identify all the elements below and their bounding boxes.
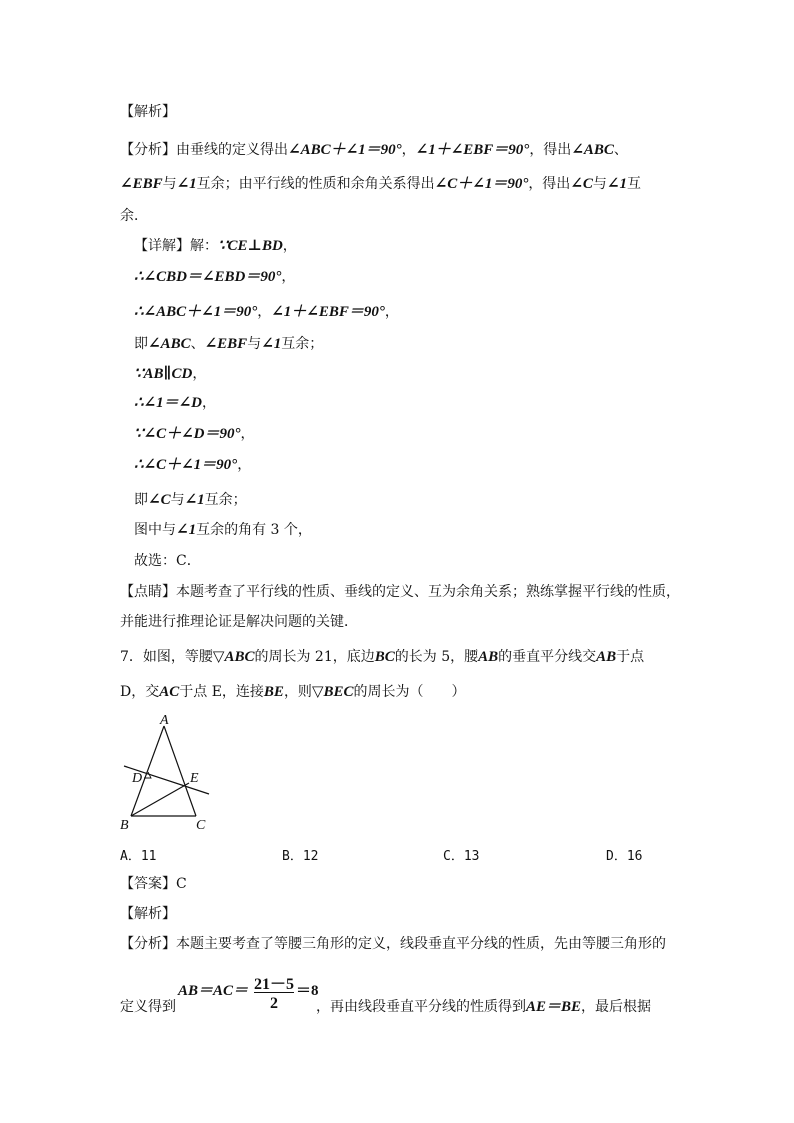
xiangjie-line-11: 故选：C．: [134, 553, 201, 569]
math-expression: ∠EBF: [120, 176, 163, 192]
q7-text: 的周长为 21，底边: [254, 649, 375, 665]
xiangjie-line-8: ∴∠C＋∠1＝90°，: [134, 457, 252, 473]
math-expression: ∠1＋∠EBF＝90°: [271, 304, 385, 320]
label-b: B: [120, 818, 129, 833]
q7-text: ，则: [283, 684, 312, 700]
xiangjie-line-6: ∴∠1＝∠D，: [134, 395, 217, 411]
dianjing-tag: 【点睛】: [120, 584, 176, 600]
math-expression: ▽ABC: [212, 649, 255, 665]
xiangjie-line-2: ∴∠CBD＝∠EBD＝90°，: [134, 269, 296, 285]
dianjing-line-1: [120, 582, 680, 602]
xiangjie-text: 互余；: [281, 336, 324, 352]
xiangjie-line-5: ∵AB∥CD，: [134, 366, 207, 382]
xiangjie-text: 即: [134, 336, 148, 352]
math-expression: ▽BEC: [311, 684, 354, 700]
q7-line-2: [120, 682, 466, 702]
math-expression: AB＝AC＝: [178, 983, 249, 999]
math-expression: AC: [159, 684, 180, 700]
dianjing-line-2: 并能进行推理论证是解决问题的关键．: [120, 614, 358, 630]
math-expression: ∠1: [176, 176, 197, 192]
option-a[interactable]: A．11: [120, 849, 157, 864]
math-expression: AE＝BE: [526, 999, 582, 1015]
fenxi-line-3: 余．: [120, 208, 148, 224]
xiangjie-line-1: 【详解】解：∵CE⊥BD，: [134, 238, 297, 254]
fraction: [254, 971, 294, 1017]
xiangjie-text: 、: [190, 336, 205, 352]
triangle-figure: [112, 712, 232, 837]
fenxi-text: ，: [401, 142, 416, 158]
math-expression: ∴∠1＝∠D: [134, 395, 203, 411]
xiangjie-line-3: ∴∠ABC＋∠1＝90°，∠1＋∠EBF＝90°，: [134, 304, 399, 320]
math-expression: ∠1＋∠EBF＝90°: [415, 142, 530, 158]
dianjing-text: 本题考查了平行线的性质、垂线的定义、互为余角关系；熟练掌握平行线的性质，: [176, 584, 680, 600]
fenxi2-tag: 【分析】: [120, 936, 176, 952]
fenxi-tag: 【分析】: [120, 142, 176, 158]
xiangjie-line-10: [134, 520, 312, 540]
fenxi2-text: ，最后根据: [581, 999, 652, 1015]
math-expression: ∠EBF: [204, 336, 248, 352]
math-expression: ∠ABC＋∠1＝90°: [288, 142, 402, 158]
q7-text: 于点 E，连接: [179, 684, 264, 700]
q7-text: 的长为 5，腰: [394, 649, 479, 665]
math-expression: ∠ABC: [148, 336, 191, 352]
answer-line: 【答案】C: [120, 876, 187, 892]
fraction-denominator: 2: [270, 995, 278, 1012]
math-expression: ∴∠ABC＋∠1＝90°: [134, 304, 258, 320]
q7-text: 的周长为（ ）: [353, 684, 466, 700]
math-expression: AB: [478, 649, 499, 665]
section-jiexi-heading: 【解析】: [120, 104, 176, 120]
xiangjie-text: 互余的角有 3 个，: [196, 522, 312, 538]
math-expression: ∵CE⊥BD: [218, 238, 283, 254]
xiangjie-text: 与: [170, 492, 185, 508]
fenxi-text: 由垂线的定义得出: [176, 142, 288, 158]
xiangjie-tag: 【详解】: [134, 238, 190, 254]
fraction-numerator: 21－5: [254, 976, 295, 993]
math-expression: ∴∠CBD＝∠EBD＝90°: [134, 269, 282, 285]
q7-line-1: [120, 647, 644, 667]
fenxi-text: 互余；由平行线的性质和余角关系得出: [196, 176, 435, 192]
fenxi-line-1: [120, 140, 628, 160]
fenxi-text: 、: [613, 142, 628, 158]
label-d: D: [132, 771, 143, 786]
math-expression: ∵∠C＋∠D＝90°: [134, 426, 241, 442]
math-expression: ∠1: [261, 336, 282, 352]
math-expression: ∠C: [570, 176, 593, 192]
xiangjie-line-4: [134, 334, 323, 354]
math-expression: ∴∠C＋∠1＝90°: [134, 457, 238, 473]
fenxi-text: 互: [626, 176, 641, 192]
q7-number: 7．如图，等腰: [120, 649, 213, 665]
math-expression: ∠ABC: [571, 142, 614, 158]
math-expression: ＝8: [296, 983, 319, 999]
q7-text: D，交: [120, 684, 160, 700]
option-d[interactable]: D．16: [606, 849, 643, 864]
xiangjie-line-7: ∵∠C＋∠D＝90°，: [134, 426, 255, 442]
xiangjie-text: 图中与: [134, 522, 176, 538]
fenxi2-math-lhs: [178, 981, 248, 1001]
math-expression: AB: [596, 649, 617, 665]
math-expression: ∠C: [148, 492, 171, 508]
fenxi-line-2: [120, 174, 641, 194]
xiangjie-text: 即: [134, 492, 148, 508]
section-jiexi-heading-2: 【解析】: [120, 906, 176, 922]
fenxi-text: ，得出: [528, 176, 571, 192]
math-expression: ∠1: [184, 492, 205, 508]
fenxi2-text: 本题主要考查了等腰三角形的定义，线段垂直平分线的性质，先由等腰三角形的: [176, 936, 666, 952]
fraction-bar: [254, 992, 294, 993]
xiangjie-text: 解：: [190, 238, 218, 254]
segment-be: [131, 783, 189, 816]
fenxi-text: 与: [162, 176, 177, 192]
fenxi-text: 与: [592, 176, 607, 192]
xiangjie-text: 互余；: [204, 492, 247, 508]
math-expression: BE: [263, 684, 284, 700]
math-expression: BC: [374, 649, 395, 665]
math-expression: ∠1: [176, 522, 197, 538]
xiangjie-line-9: [134, 490, 247, 510]
math-expression: ∵AB∥CD: [134, 366, 193, 382]
option-c[interactable]: C．13: [443, 849, 480, 864]
label-a: A: [160, 713, 169, 728]
label-c: C: [196, 818, 206, 833]
label-e: E: [190, 771, 199, 786]
math-expression: ∠C＋∠1＝90°: [434, 176, 529, 192]
fenxi2-line-1: [120, 934, 666, 954]
fenxi2-line-2-rest: [316, 997, 651, 1017]
fenxi-text: ，得出: [529, 142, 572, 158]
option-b[interactable]: B．12: [282, 849, 319, 864]
q7-text: 于点: [616, 649, 645, 665]
xiangjie-text: 与: [247, 336, 262, 352]
q7-text: 的垂直平分线交: [498, 649, 597, 665]
fenxi2-text: ，再由线段垂直平分线的性质得到: [316, 999, 526, 1015]
math-expression: ∠1: [606, 176, 627, 192]
fenxi2-line-2-text: 定义得到: [120, 999, 176, 1015]
